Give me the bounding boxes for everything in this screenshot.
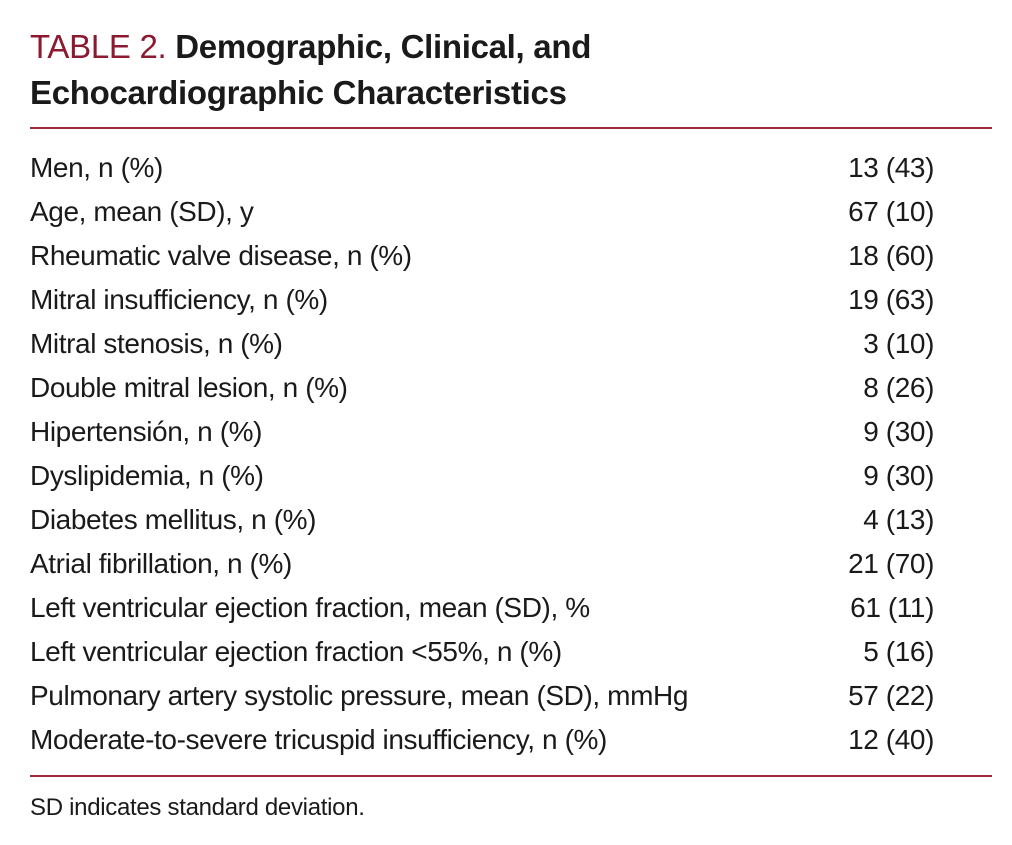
table-heading-line1: Demographic, Clinical, and	[175, 28, 592, 65]
table-number-label: TABLE 2.	[30, 28, 167, 65]
table-row	[30, 498, 992, 542]
row-label: Dyslipidemia, n (%)	[30, 460, 264, 491]
row-label: Pulmonary artery systolic pressure, mean (SD), mmHg	[30, 680, 688, 711]
row-label: Atrial fibrillation, n (%)	[30, 548, 292, 579]
table-row	[30, 586, 992, 630]
row-label: Mitral stenosis, n (%)	[30, 328, 283, 359]
row-value: 8 (26)	[863, 372, 934, 403]
table-footnote: SD indicates standard deviation.	[30, 794, 365, 821]
row-label: Diabetes mellitus, n (%)	[30, 504, 317, 535]
bottom-rule	[30, 775, 992, 777]
table-row	[30, 190, 992, 234]
table-row	[30, 366, 992, 410]
table-card	[30, 24, 992, 825]
row-label: Left ventricular ejection fraction <55%, n (%)	[30, 636, 562, 667]
row-value: 12 (40)	[848, 724, 934, 755]
row-value: 3 (10)	[863, 328, 934, 359]
row-label: Double mitral lesion, n (%)	[30, 372, 348, 403]
table-row	[30, 322, 992, 366]
row-label: Mitral insufficiency, n (%)	[30, 284, 328, 315]
row-label: Men, n (%)	[30, 152, 163, 183]
row-label: Age, mean (SD), y	[30, 196, 254, 227]
table-title	[30, 24, 992, 116]
top-rule	[30, 127, 992, 129]
table-row	[30, 454, 992, 498]
row-value: 18 (60)	[848, 240, 934, 271]
row-value: 4 (13)	[863, 504, 934, 535]
row-value: 5 (16)	[863, 636, 934, 667]
row-value: 9 (30)	[863, 460, 934, 491]
row-value: 67 (10)	[848, 196, 934, 227]
table-row	[30, 234, 992, 278]
table-body	[30, 146, 992, 762]
row-label: Moderate-to-severe tricuspid insufficiency, n (%)	[30, 724, 607, 755]
row-label: Left ventricular ejection fraction, mean (SD), %	[30, 592, 590, 623]
row-label: Rheumatic valve disease, n (%)	[30, 240, 412, 271]
row-value: 57 (22)	[848, 680, 934, 711]
table-row	[30, 410, 992, 454]
table-heading-line2: Echocardiographic Characteristics	[30, 74, 567, 111]
row-value: 19 (63)	[848, 284, 934, 315]
row-value: 13 (43)	[848, 152, 934, 183]
table-row	[30, 146, 992, 190]
table-row	[30, 542, 992, 586]
row-value: 9 (30)	[863, 416, 934, 447]
table-row	[30, 278, 992, 322]
table-row	[30, 674, 992, 718]
row-value: 61 (11)	[850, 592, 934, 623]
row-label: Hipertensión, n (%)	[30, 416, 263, 447]
table-row	[30, 630, 992, 674]
table-row	[30, 718, 992, 762]
row-value: 21 (70)	[848, 548, 934, 579]
